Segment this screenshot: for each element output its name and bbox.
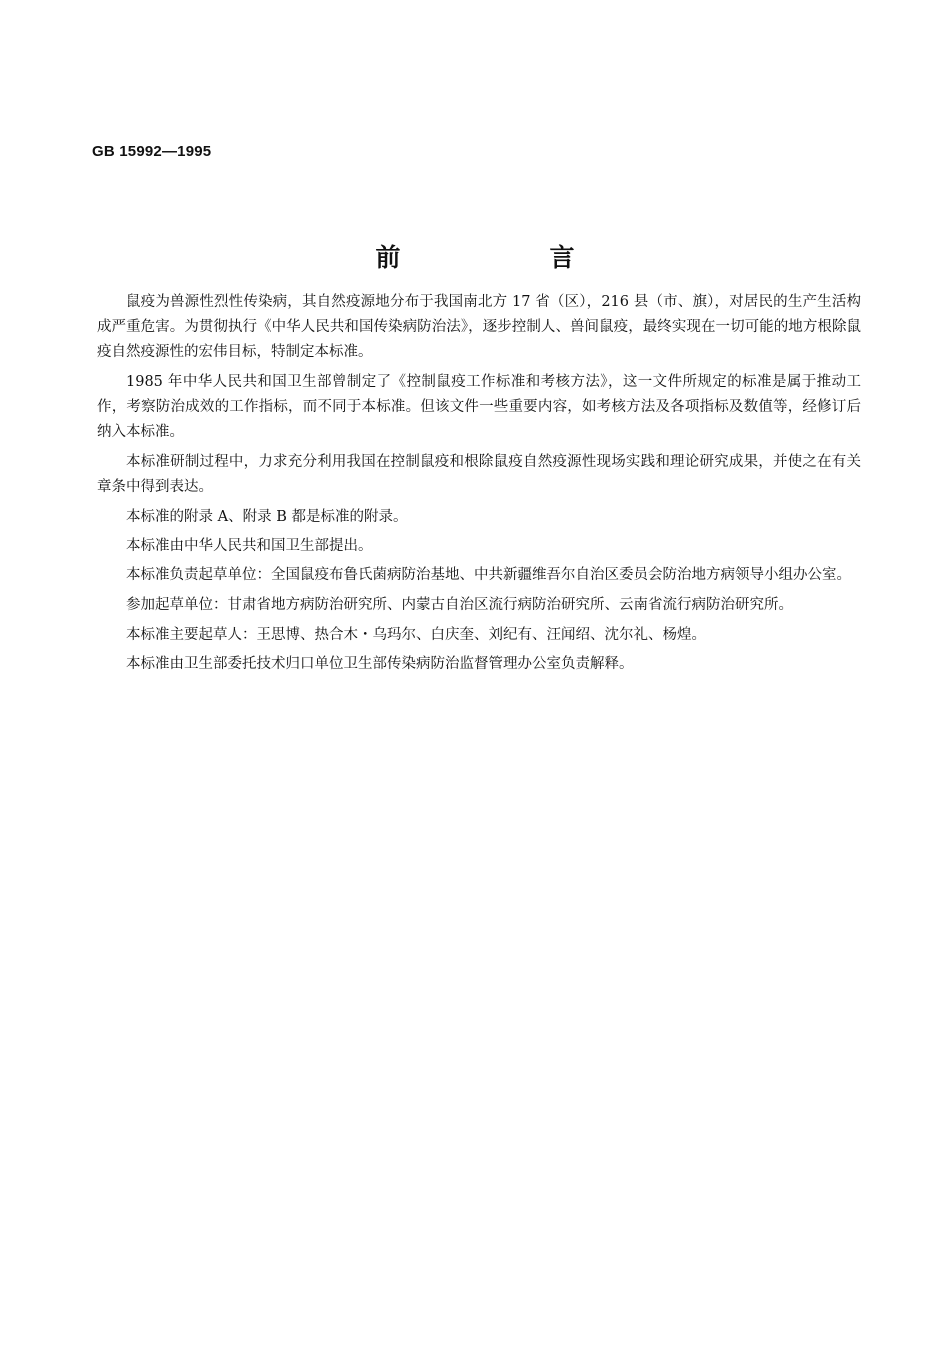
paragraph-research: 本标准研制过程中，力求充分利用我国在控制鼠疫和根除鼠疫自然疫源性现场实践和理论研究成果，并使之在有关章条中得到表达。 [97, 454, 861, 495]
paragraph-appendix: 本标准的附录 A、附录 B 都是标准的附录。 [126, 509, 408, 525]
paragraph-responsible-drafter: 本标准负责起草单位：全国鼠疫布鲁氏菌病防治基地、中共新疆维吾尔自治区委员会防治地方病领导小组办公室。 [126, 567, 851, 583]
paragraph-interpretation: 本标准由卫生部委托技术归口单位卫生部传染病防治监督管理办公室负责解释。 [126, 656, 634, 672]
paragraph-intro: 鼠疫为兽源性烈性传染病，其自然疫源地分布于我国南北方 17 省（区），216 县（市、旗），对居民的生产生活构成严重危害。为贯彻执行《中华人民共和国传染病防治法》，逐步控制人、兽间鼠疫，最终实现在一切可能的地方根除鼠疫自然疫源性的宏伟目标，特制定本标准。 [97, 294, 861, 360]
page-title: 前 言 [375, 243, 637, 272]
paragraph-proposer: 本标准由中华人民共和国卫生部提出。 [126, 538, 373, 554]
paragraph-history: 1985 年中华人民共和国卫生部曾制定了《控制鼠疫工作标准和考核方法》，这一文件所规定的标准是属于推动工作，考察防治成效的工作指标，而不同于本标准。但该文件一些重要内容，如考核方法及各项指标及数值等，经修订后纳入本标准。 [97, 374, 861, 440]
standard-number: GB 15992—1995 [92, 143, 212, 160]
foreword-body [97, 290, 861, 682]
paragraph-main-drafters: 本标准主要起草人：王思博、热合木・乌玛尔、白庆奎、刘纪有、汪闻绍、沈尔礼、杨煌。 [126, 627, 706, 643]
paragraph-participating-drafters: 参加起草单位：甘肃省地方病防治研究所、内蒙古自治区流行病防治研究所、云南省流行病防治研究所。 [126, 597, 793, 613]
